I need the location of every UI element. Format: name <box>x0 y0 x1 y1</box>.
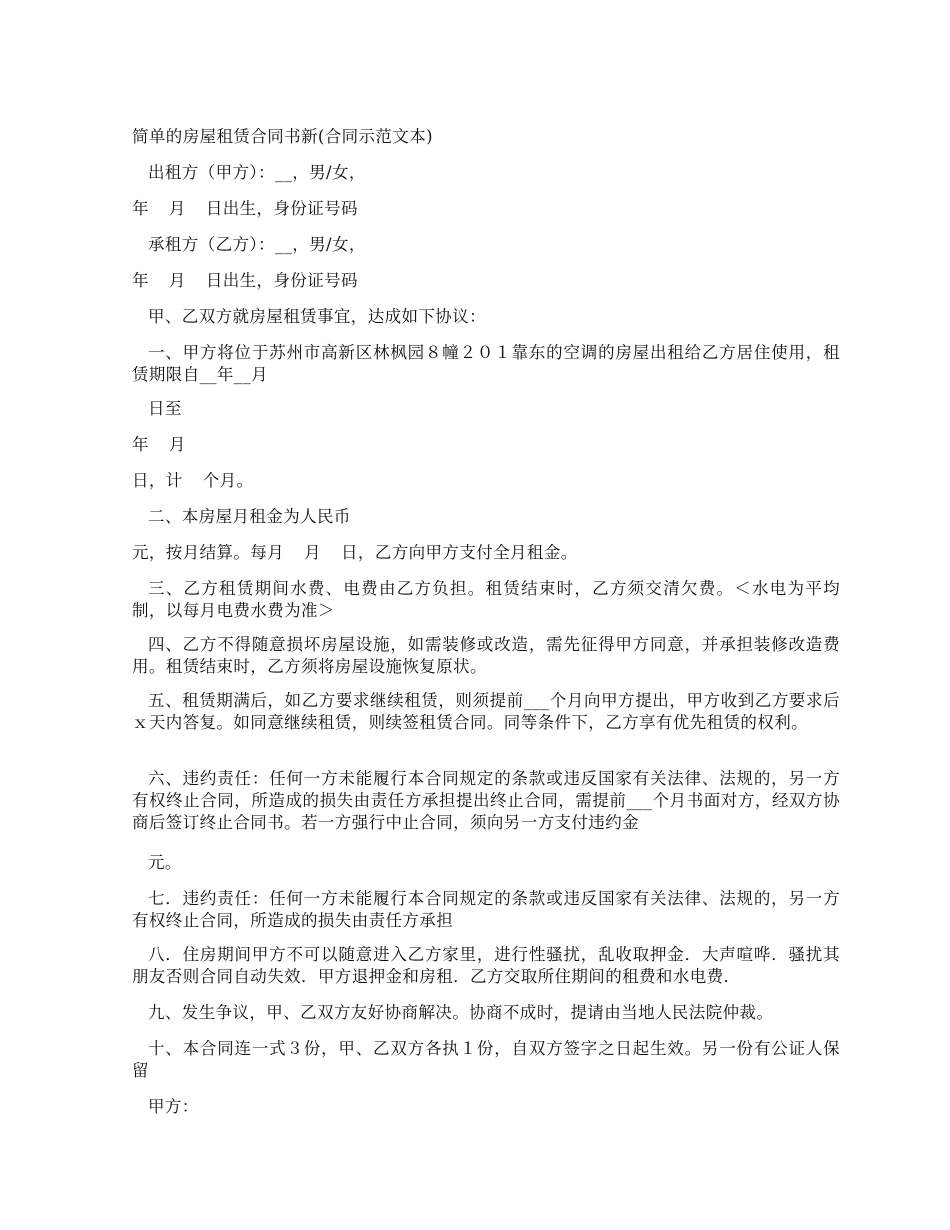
lessee-line: 承租方（乙方）：__，男/女， <box>148 235 366 254</box>
lessor-line: 出租方（甲方）：__，男/女， <box>148 163 366 182</box>
party-a-signature-label: 甲方： <box>148 1097 199 1116</box>
clause-1: 一、甲方将位于苏州市高新区林枫园８幢２０１靠东的空调的房屋出租给乙方居住使用，租赁期限自__年__月 <box>132 343 840 384</box>
month-label: 月 <box>168 435 186 454</box>
month-label: 月 <box>304 543 322 562</box>
clause-8: 八．住房期间甲方不可以随意进入乙方家里，进行性骚扰，乱收取押金．大声喧哗．骚扰其朋友否则合同自动失效．甲方退押金和房租．乙方交取所住期间的租费和水电费． <box>132 945 840 986</box>
month-label: 月 <box>168 199 186 218</box>
clause-1-year-month <box>132 434 842 456</box>
clause-7: 七．违约责任：任何一方未能履行本合同规定的条款或违反国家有关法律、法规的，另一方有权终止合同，所造成的损失由责任方承担 <box>132 889 840 930</box>
clause-4: 四、乙方不得随意损坏房屋设施，如需装修或改造，需先征得甲方同意，并承担装修改造费用。租赁结束时，乙方须将房屋设施恢复原状。 <box>132 635 840 676</box>
day-total-label: 日，计 <box>132 471 183 490</box>
document-title: 简单的房屋租赁合同书新(合同示范文本) <box>132 127 433 146</box>
lessee-birth-line <box>132 270 842 292</box>
clause-3: 三、乙方租赁期间水费、电费由乙方负担。租赁结束时，乙方须交清欠费。＜水电为平均制，以每月电费水费为准＞ <box>132 579 840 620</box>
year-label: 年 <box>132 435 149 454</box>
clause-5: 五、租赁期满后，如乙方要求继续租赁，则须提前___个月向甲方提出，甲方收到乙方要求后ｘ天内答复。如同意继续租赁，则续签租赁合同。同等条件下，乙方享有优先租赁的权利。 <box>132 691 840 732</box>
rent-settlement-text: 元，按月结算。每月 <box>132 543 285 562</box>
agreement-intro: 甲、乙双方就房屋租赁事宜，达成如下协议： <box>148 307 486 326</box>
year-label: 年 <box>132 199 149 218</box>
clause-1-day-to: 日至 <box>148 399 182 418</box>
months-label: 个月。 <box>202 471 254 490</box>
month-label: 月 <box>168 271 186 290</box>
birth-id-label: 日出生，身份证号码 <box>205 271 358 290</box>
lessor-birth-line <box>132 198 842 220</box>
clause-2: 二、本房屋月租金为人民币 <box>148 507 351 526</box>
clause-9: 九、发生争议，甲、乙双方友好协商解决。协商不成时，提请由当地人民法院仲裁。 <box>148 1003 774 1022</box>
year-label: 年 <box>132 271 149 290</box>
payment-day-text: 日，乙方向甲方支付全月租金。 <box>341 543 578 562</box>
clause-10: 十、本合同连一式３份，甲、乙双方各执１份，自双方签字之日起生效。另一份有公证人保留 <box>132 1039 840 1080</box>
clause-6: 六、违约责任：任何一方未能履行本合同规定的条款或违反国家有关法律、法规的，另一方有权终止合同，所造成的损失由责任方承担提出终止合同，需提前___个月书面对方，经双方协商后签订终止合同书。若一方强行中止合同，须向另一方支付违约金 <box>132 769 840 832</box>
clause-2-cont <box>132 542 842 564</box>
clause-6-end: 元。 <box>148 853 182 872</box>
clause-1-end <box>132 470 842 492</box>
birth-id-label: 日出生，身份证号码 <box>205 199 358 218</box>
